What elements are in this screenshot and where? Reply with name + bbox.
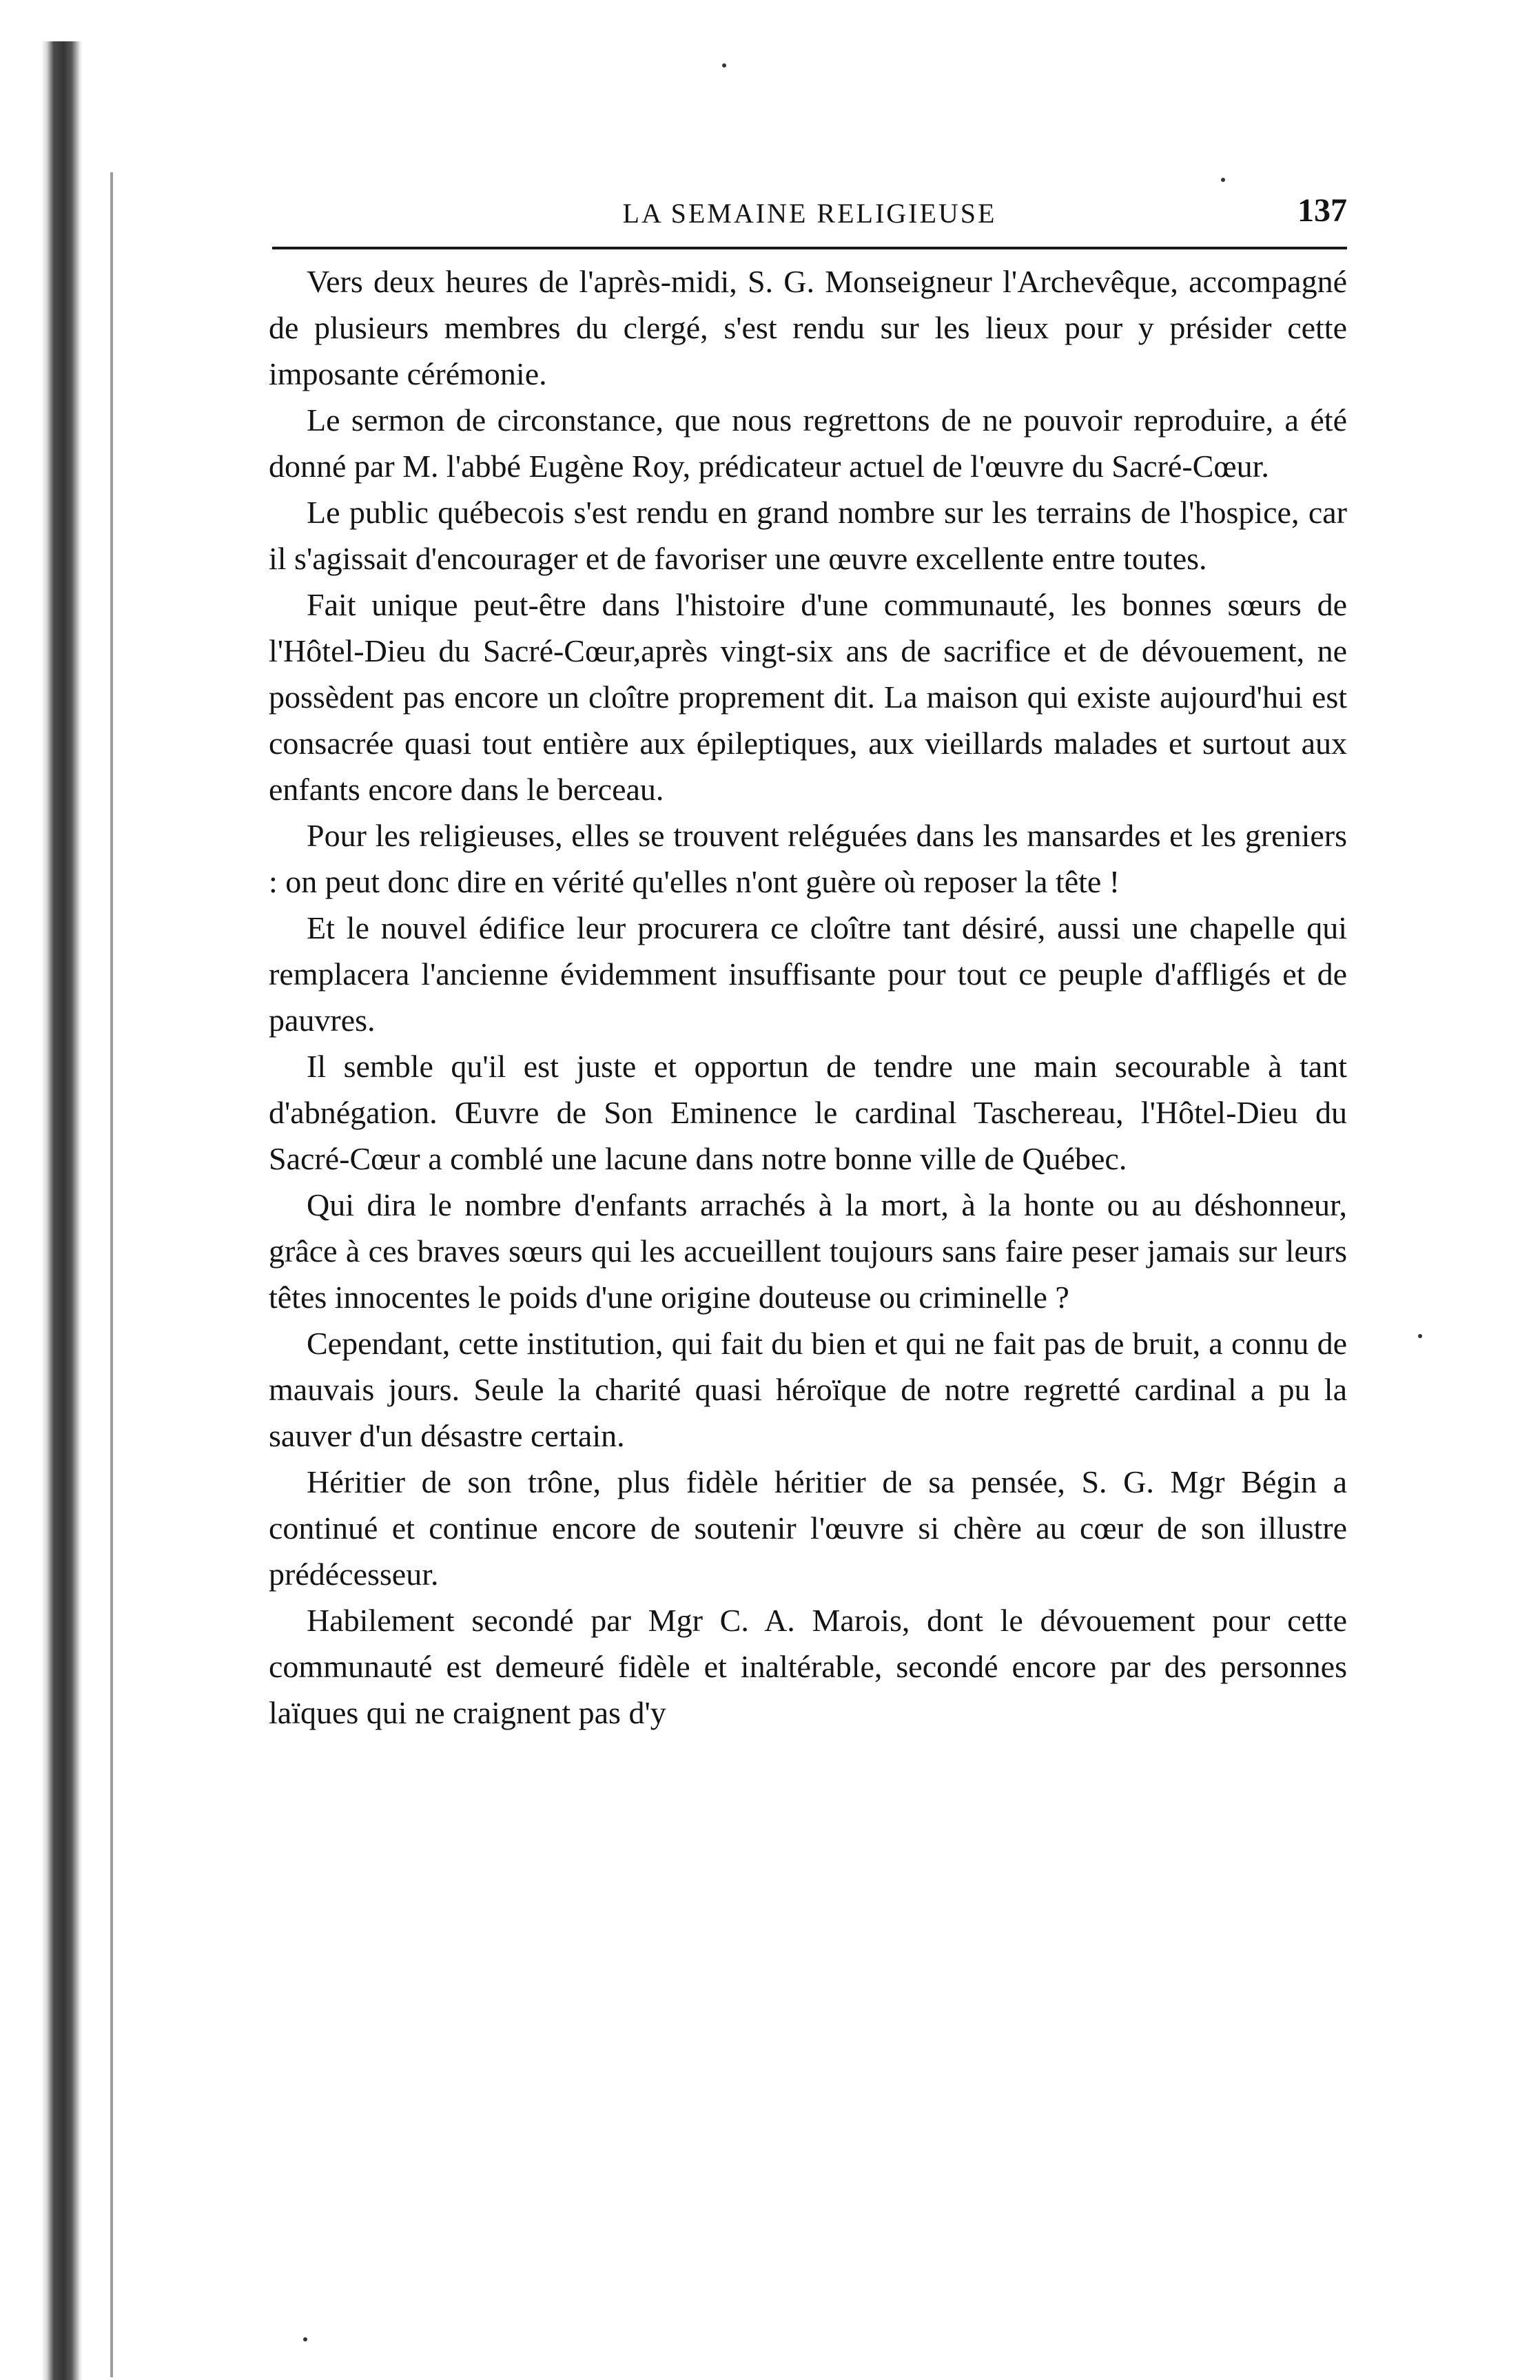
- scan-speck: [1221, 178, 1225, 182]
- paragraph: Pour les religieuses, elles se trouvent reléguées dans les mansardes et les greniers : on peut donc dire en vérité qu'elles n'ont guère où reposer la tête !: [269, 818, 1347, 899]
- running-title: LA SEMAINE RELIGIEUSE: [622, 198, 997, 229]
- paragraph: Cependant, cette institution, qui fait du bien et qui ne fait pas de bruit, a connu de mauvais jours. Seule la charité quasi héroïque de notre regretté cardinal a pu la sauver d'un désastre certain.: [269, 1326, 1347, 1453]
- scan-speck: [722, 63, 726, 68]
- paragraph: Habilement secondé par Mgr C. A. Marois, dont le dévouement pour cette communauté est demeuré fidèle et inaltérable, secondé encore par des personnes laïques qui ne craignent pas d'y: [269, 1603, 1347, 1730]
- paragraph: Qui dira le nombre d'enfants arrachés à la mort, à la honte ou au déshonneur, grâce à ces braves sœurs qui les accueillent toujours sans faire peser jamais sur leurs têtes innocentes le poids d'une origine douteuse ou criminelle ?: [269, 1187, 1347, 1315]
- scan-speck: [1418, 1334, 1422, 1338]
- page-number: 137: [1297, 192, 1347, 229]
- paragraph: Et le nouvel édifice leur procurera ce cloître tant désiré, aussi une chapelle qui remplacera l'ancienne évidemment insuffisante pour tout ce peuple d'affligés et de pauvres.: [269, 910, 1347, 1038]
- paragraph: Héritier de son trône, plus fidèle héritier de sa pensée, S. G. Mgr Bégin a continué et continue encore de soutenir l'œuvre si chère au cœur de son illustre prédécesseur.: [269, 1464, 1347, 1592]
- running-header: [272, 185, 1347, 240]
- binding-shadow-line: [110, 172, 113, 2377]
- body-text: [269, 258, 1347, 1736]
- binding-edge: [41, 41, 83, 2380]
- paragraph: Fait unique peut-être dans l'histoire d'une communauté, les bonnes sœurs de l'Hôtel-Dieu du Sacré-Cœur,après vingt-six ans de sacrifice et de dévouement, ne possèdent pas encore un cloître proprement dit. La maison qui existe aujourd'hui est consacrée quasi tout entière aux épileptiques, aux vieillards malades et surtout aux enfants encore dans le berceau.: [269, 587, 1347, 807]
- header-rule: [272, 247, 1347, 249]
- paragraph: Vers deux heures de l'après-midi, S. G. Monseigneur l'Archevêque, accompagné de plusieurs membres du clergé, s'est rendu sur les lieux pour y présider cette imposante cérémonie.: [269, 264, 1347, 391]
- paragraph: Le sermon de circonstance, que nous regrettons de ne pouvoir reproduire, a été donné par M. l'abbé Eugène Roy, prédicateur actuel de l'œuvre du Sacré-Cœur.: [269, 402, 1347, 484]
- paragraph: Le public québecois s'est rendu en grand nombre sur les terrains de l'hospice, car il s'agissait d'encourager et de favoriser une œuvre excellente entre toutes.: [269, 495, 1347, 576]
- paragraph: Il semble qu'il est juste et opportun de tendre une main secourable à tant d'abnégation. Œuvre de Son Eminence le cardinal Taschereau, l'Hôtel-Dieu du Sacré-Cœur a comblé une lacune dans notre bonne ville de Québec.: [269, 1049, 1347, 1176]
- scan-speck: [303, 2337, 307, 2341]
